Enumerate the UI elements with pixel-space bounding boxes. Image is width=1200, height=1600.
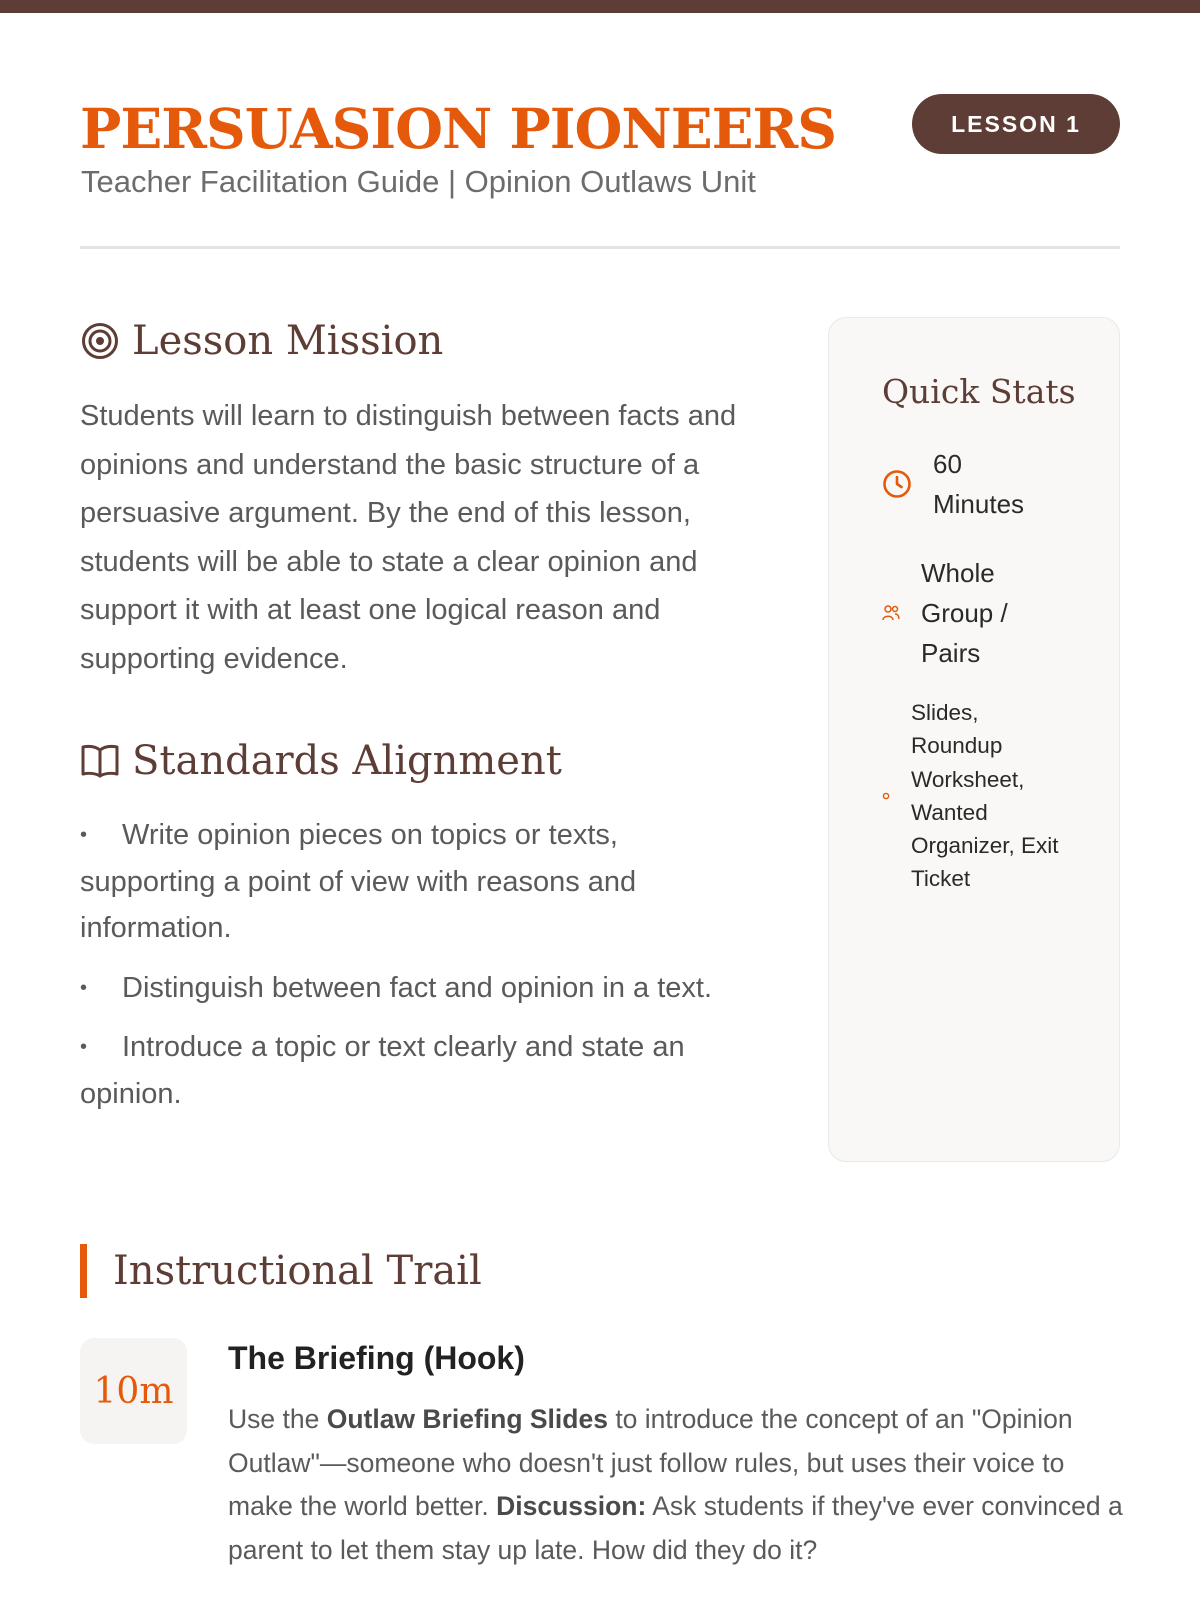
lesson-mission-heading xyxy=(80,318,443,364)
stat-duration-value: 60 Minutes xyxy=(933,449,1025,519)
bullet-icon: • xyxy=(80,976,88,999)
standard-item-text: Distinguish between fact and opinion in a text. xyxy=(122,971,713,1004)
users-icon xyxy=(882,604,900,622)
quick-stats-card xyxy=(828,317,1120,1162)
step-text-part: to introduce the concept of an "Opinion Outlaw"—someone who doesn't just follow rules, but uses their voice to make the world better. xyxy=(228,1404,1073,1521)
step-text-bold: Discussion: xyxy=(496,1491,647,1521)
lesson-badge: LESSON 1 xyxy=(912,94,1120,154)
step-description xyxy=(228,1398,1128,1572)
page-title: PERSUASION PIONEERS xyxy=(80,96,836,161)
stat-materials-value: Slides, Roundup Worksheet, Wanted Organizer, Exit Ticket xyxy=(911,700,1059,892)
quick-stats-title: Quick Stats xyxy=(882,372,1076,411)
standard-item xyxy=(80,812,760,952)
book-open-icon xyxy=(80,743,120,779)
lesson-mission-text: Students will learn to distinguish between facts and opinions and understand the basic structure of a persuasive argument. By the end of this lesson, students will be able to state a clear opinion and support it with at least one logical reason and supporting evidence. xyxy=(80,400,737,675)
standards-heading xyxy=(80,738,562,784)
target-icon xyxy=(80,321,120,361)
standards-title: Standards Alignment xyxy=(132,738,562,784)
step-text-part: Ask students if they've ever convinced a parent to let them stay up late. How did they do it? xyxy=(228,1491,1123,1565)
stat-grouping-value: Whole Group / Pairs xyxy=(921,558,1008,668)
lesson-mission-title: Lesson Mission xyxy=(132,318,444,364)
bullet-icon: • xyxy=(80,824,88,846)
top-accent-bar xyxy=(0,0,1200,13)
step-text-part: Use the xyxy=(228,1404,327,1434)
standard-item xyxy=(80,965,760,1012)
stat-materials xyxy=(882,696,1061,896)
standards-list xyxy=(80,812,760,1130)
stat-duration xyxy=(882,444,1053,524)
step-time-badge: 10m xyxy=(80,1338,187,1444)
step-text-bold: Outlaw Briefing Slides xyxy=(326,1404,608,1434)
step-title: The Briefing (Hook) xyxy=(228,1340,525,1376)
stat-grouping xyxy=(882,553,1041,673)
standard-item xyxy=(80,1024,760,1117)
header-divider xyxy=(80,246,1120,249)
standard-item-text: Introduce a topic or text clearly and state an opinion. xyxy=(80,1031,685,1110)
page-subtitle: Teacher Facilitation Guide | Opinion Outlaws Unit xyxy=(81,164,756,199)
standard-item-text: Write opinion pieces on topics or texts, supporting a point of view with reasons and information. xyxy=(80,819,637,944)
clock-icon xyxy=(882,469,912,499)
materials-icon xyxy=(882,792,890,800)
bullet-icon: • xyxy=(80,1036,88,1058)
instructional-trail-heading: Instructional Trail xyxy=(80,1244,482,1298)
